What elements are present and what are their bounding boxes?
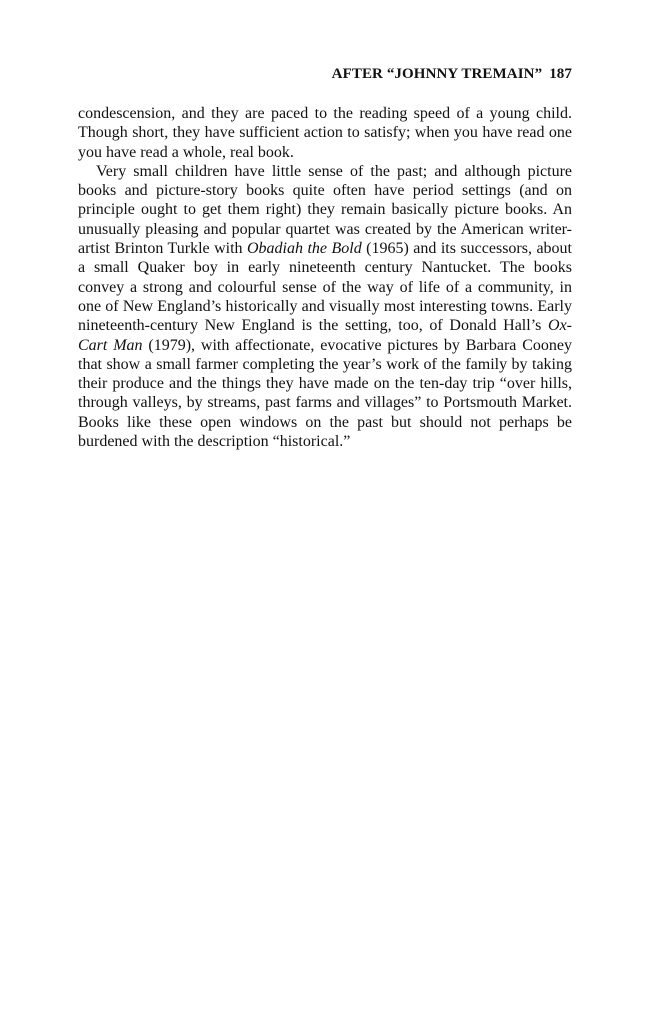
paragraph-2-text-2: (1965) and its successors, about a small Quaker boy in early nineteenth century Nantucket. The books convey a strong and colourful sense of the way of life of a community, in one of New England’s historically and visually most interesting towns. Early nineteenth-century New England is the setting, too, of Donald Hall’s	[78, 240, 573, 335]
body-text	[78, 104, 572, 451]
paragraph-2-text-3: (1979), with affectionate, evocative pictures by Barbara Cooney that show a small farmer completing the year’s work of the family by taking their produce and the things they have made on the ten-day trip “over hills, through valleys, by streams, past farms and villages” to Portsmouth Market. Books like these open windows on the past but should not perhaps be burdened with the description “historical.”	[78, 336, 573, 451]
page-number: 187	[549, 66, 572, 82]
book-title-obadiah: Obadiah the Bold	[247, 240, 362, 258]
paragraph-2-text-1: Very small children have little sense of the past; and although picture books and picture-story books quite often have period settings (and on principle ought to get them right) they remain basically picture books. An unusually pleasing and popular quartet was created by the American writer-artist Brinton Turkle with	[78, 162, 572, 258]
paragraph-1-text: condescension, and they are paced to the reading speed of a young child. Though short, they have sufficient action to satisfy; when you have read one you have read a whole, real book.	[78, 105, 572, 161]
running-head-title: AFTER “JOHNNY TREMAIN”	[331, 66, 543, 82]
paragraph-2	[78, 162, 572, 451]
book-title-ox-cart-man: Ox-Cart Man	[78, 317, 572, 354]
paragraph-1	[78, 104, 572, 162]
running-head	[332, 66, 572, 83]
